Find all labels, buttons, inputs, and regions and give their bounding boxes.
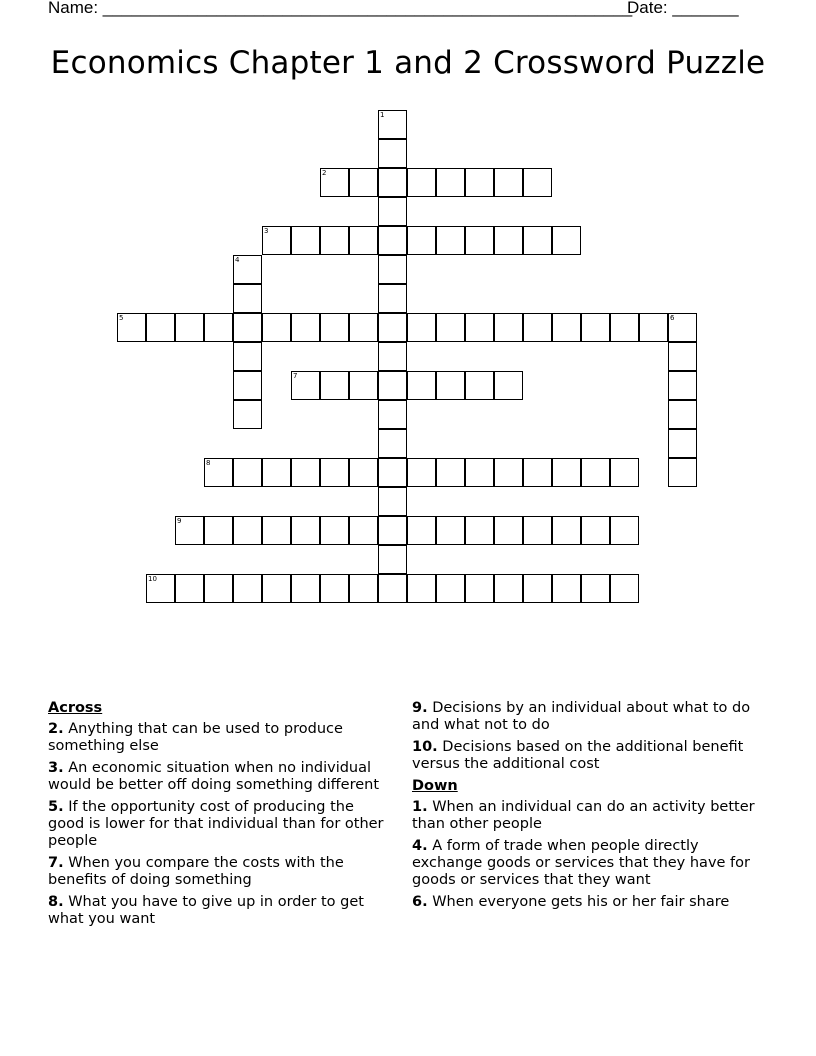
cell-number: 4 — [235, 256, 240, 264]
grid-cell[interactable] — [552, 313, 581, 342]
grid-cell[interactable] — [523, 458, 552, 487]
grid-cell[interactable] — [378, 458, 407, 487]
grid-cell[interactable] — [378, 429, 407, 458]
grid-cell[interactable] — [465, 168, 494, 197]
grid-cell[interactable] — [610, 313, 639, 342]
grid-cell[interactable] — [581, 516, 610, 545]
name-field-label: Name: ________________________________________________________ — [48, 0, 633, 17]
grid-cell[interactable] — [639, 313, 668, 342]
grid-cell[interactable] — [465, 313, 494, 342]
cell-number: 2 — [322, 169, 327, 177]
grid-cell[interactable] — [349, 313, 378, 342]
clue-across-5 — [48, 799, 393, 850]
grid-cell[interactable] — [494, 226, 523, 255]
grid-cell[interactable] — [523, 168, 552, 197]
grid-cell[interactable] — [349, 574, 378, 603]
clues-column-left — [48, 700, 393, 933]
grid-cell[interactable] — [436, 313, 465, 342]
grid-cell[interactable] — [494, 371, 523, 400]
clue-number: 8. — [48, 894, 64, 910]
grid-cell[interactable] — [610, 516, 639, 545]
grid-cell[interactable] — [262, 313, 291, 342]
grid-cell[interactable] — [320, 574, 349, 603]
grid-cell[interactable] — [291, 574, 320, 603]
clues-column-right — [412, 700, 762, 916]
clue-across-10 — [412, 739, 762, 773]
grid-cell[interactable] — [378, 226, 407, 255]
grid-cell[interactable] — [378, 574, 407, 603]
grid-cell[interactable] — [552, 458, 581, 487]
grid-cell[interactable] — [378, 284, 407, 313]
clue-text: If the opportunity cost of producing the good is lower for that individual than for other people — [48, 799, 384, 849]
clue-number: 4. — [412, 838, 428, 854]
grid-cell[interactable] — [465, 226, 494, 255]
grid-cell[interactable] — [233, 284, 262, 313]
grid-cell[interactable] — [378, 545, 407, 574]
cell-number: 1 — [380, 111, 385, 119]
grid-cell[interactable] — [465, 458, 494, 487]
grid-cell[interactable] — [320, 313, 349, 342]
grid-cell[interactable] — [436, 516, 465, 545]
grid-cell[interactable] — [233, 458, 262, 487]
grid-cell[interactable] — [204, 458, 233, 487]
clue-across-9 — [412, 700, 762, 734]
across-heading: Across — [48, 700, 103, 716]
grid-cell[interactable] — [407, 458, 436, 487]
grid-cell[interactable] — [378, 342, 407, 371]
grid-cell[interactable] — [146, 313, 175, 342]
grid-cell[interactable] — [291, 226, 320, 255]
grid-cell[interactable] — [407, 574, 436, 603]
grid-cell[interactable] — [407, 313, 436, 342]
grid-cell[interactable] — [581, 458, 610, 487]
grid-cell[interactable] — [378, 197, 407, 226]
clue-text: When an individual can do an activity better than other people — [412, 799, 755, 832]
grid-cell[interactable] — [494, 458, 523, 487]
page-title: Economics Chapter 1 and 2 Crossword Puzzle — [50, 45, 766, 81]
grid-cell[interactable] — [668, 371, 697, 400]
clue-across-2 — [48, 721, 393, 755]
grid-cell[interactable] — [291, 371, 320, 400]
grid-cell[interactable] — [349, 516, 378, 545]
grid-cell[interactable] — [349, 226, 378, 255]
grid-cell[interactable] — [233, 313, 262, 342]
cell-number: 10 — [148, 575, 157, 583]
grid-cell[interactable] — [349, 458, 378, 487]
clue-text: An economic situation when no individual would be better off doing something different — [48, 760, 380, 793]
grid-cell[interactable] — [523, 226, 552, 255]
grid-cell[interactable] — [552, 574, 581, 603]
clue-down-4 — [412, 838, 762, 889]
grid-cell[interactable] — [204, 574, 233, 603]
clue-across-7 — [48, 855, 393, 889]
grid-cell[interactable] — [436, 574, 465, 603]
grid-cell[interactable] — [552, 516, 581, 545]
cell-number: 7 — [293, 372, 298, 380]
grid-cell[interactable] — [668, 400, 697, 429]
grid-cell[interactable] — [204, 313, 233, 342]
clue-text: What you have to give up in order to get what you want — [48, 894, 364, 927]
grid-cell[interactable] — [175, 574, 204, 603]
grid-cell[interactable] — [436, 371, 465, 400]
grid-cell[interactable] — [610, 458, 639, 487]
grid-cell[interactable] — [523, 313, 552, 342]
grid-cell[interactable] — [378, 371, 407, 400]
grid-cell[interactable] — [378, 139, 407, 168]
grid-cell[interactable] — [494, 574, 523, 603]
clue-number: 10. — [412, 739, 438, 755]
cell-number: 9 — [177, 517, 182, 525]
clue-number: 6. — [412, 894, 428, 910]
grid-cell[interactable] — [407, 516, 436, 545]
clue-text: When everyone gets his or her fair share — [432, 894, 730, 910]
grid-cell[interactable] — [378, 313, 407, 342]
grid-cell[interactable] — [465, 516, 494, 545]
grid-cell[interactable] — [436, 226, 465, 255]
grid-cell[interactable] — [320, 371, 349, 400]
cell-number: 6 — [670, 314, 675, 322]
clue-text: Decisions based on the additional benefit versus the additional cost — [412, 739, 744, 772]
grid-cell[interactable] — [262, 226, 291, 255]
grid-cell[interactable] — [378, 516, 407, 545]
clue-text: Decisions by an individual about what to do and what not to do — [412, 700, 751, 733]
grid-cell[interactable] — [378, 168, 407, 197]
grid-cell[interactable] — [668, 458, 697, 487]
clue-number: 3. — [48, 760, 64, 776]
clue-across-3 — [48, 760, 393, 794]
grid-cell[interactable] — [407, 371, 436, 400]
grid-cell[interactable] — [320, 516, 349, 545]
grid-cell[interactable] — [668, 313, 697, 342]
cell-number: 5 — [119, 314, 124, 322]
cell-number: 3 — [264, 227, 269, 235]
grid-cell[interactable] — [262, 516, 291, 545]
grid-cell[interactable] — [204, 516, 233, 545]
grid-cell[interactable] — [175, 313, 204, 342]
grid-cell[interactable] — [378, 110, 407, 139]
date-field-label: Date: _______ — [627, 0, 739, 17]
clue-number: 5. — [48, 799, 64, 815]
grid-cell[interactable] — [465, 371, 494, 400]
grid-cell[interactable] — [175, 516, 204, 545]
grid-cell[interactable] — [233, 342, 262, 371]
grid-cell[interactable] — [320, 226, 349, 255]
grid-cell[interactable] — [523, 574, 552, 603]
clue-number: 2. — [48, 721, 64, 737]
grid-cell[interactable] — [668, 429, 697, 458]
grid-cell[interactable] — [378, 487, 407, 516]
grid-cell[interactable] — [523, 516, 552, 545]
grid-cell[interactable] — [610, 574, 639, 603]
grid-cell[interactable] — [233, 255, 262, 284]
grid-cell[interactable] — [407, 226, 436, 255]
clue-number: 9. — [412, 700, 428, 716]
grid-cell[interactable] — [233, 371, 262, 400]
grid-cell[interactable] — [407, 168, 436, 197]
grid-cell[interactable] — [436, 458, 465, 487]
grid-cell[interactable] — [378, 400, 407, 429]
grid-cell[interactable] — [233, 574, 262, 603]
grid-cell[interactable] — [262, 458, 291, 487]
grid-cell[interactable] — [494, 168, 523, 197]
cell-number: 8 — [206, 459, 211, 467]
grid-cell[interactable] — [349, 168, 378, 197]
grid-cell[interactable] — [291, 458, 320, 487]
grid-cell[interactable] — [436, 168, 465, 197]
grid-cell[interactable] — [291, 516, 320, 545]
clue-across-8 — [48, 894, 393, 928]
grid-cell[interactable] — [581, 313, 610, 342]
grid-cell[interactable] — [349, 371, 378, 400]
clue-text: A form of trade when people directly exchange goods or services that they have for goods or services that they want — [412, 838, 750, 888]
grid-cell[interactable] — [552, 226, 581, 255]
grid-cell[interactable] — [668, 342, 697, 371]
grid-cell[interactable] — [494, 516, 523, 545]
grid-cell[interactable] — [233, 400, 262, 429]
grid-cell[interactable] — [117, 313, 146, 342]
clue-down-1 — [412, 799, 762, 833]
grid-cell[interactable] — [262, 574, 291, 603]
grid-cell[interactable] — [494, 313, 523, 342]
down-heading: Down — [412, 778, 458, 794]
grid-cell[interactable] — [146, 574, 175, 603]
grid-cell[interactable] — [291, 313, 320, 342]
clue-down-6 — [412, 894, 762, 911]
clue-number: 7. — [48, 855, 64, 871]
clue-text: Anything that can be used to produce something else — [48, 721, 343, 754]
clue-text: When you compare the costs with the benefits of doing something — [48, 855, 344, 888]
grid-cell[interactable] — [378, 255, 407, 284]
grid-cell[interactable] — [320, 458, 349, 487]
grid-cell[interactable] — [233, 516, 262, 545]
grid-cell[interactable] — [320, 168, 349, 197]
grid-cell[interactable] — [465, 574, 494, 603]
clue-number: 1. — [412, 799, 428, 815]
grid-cell[interactable] — [581, 574, 610, 603]
